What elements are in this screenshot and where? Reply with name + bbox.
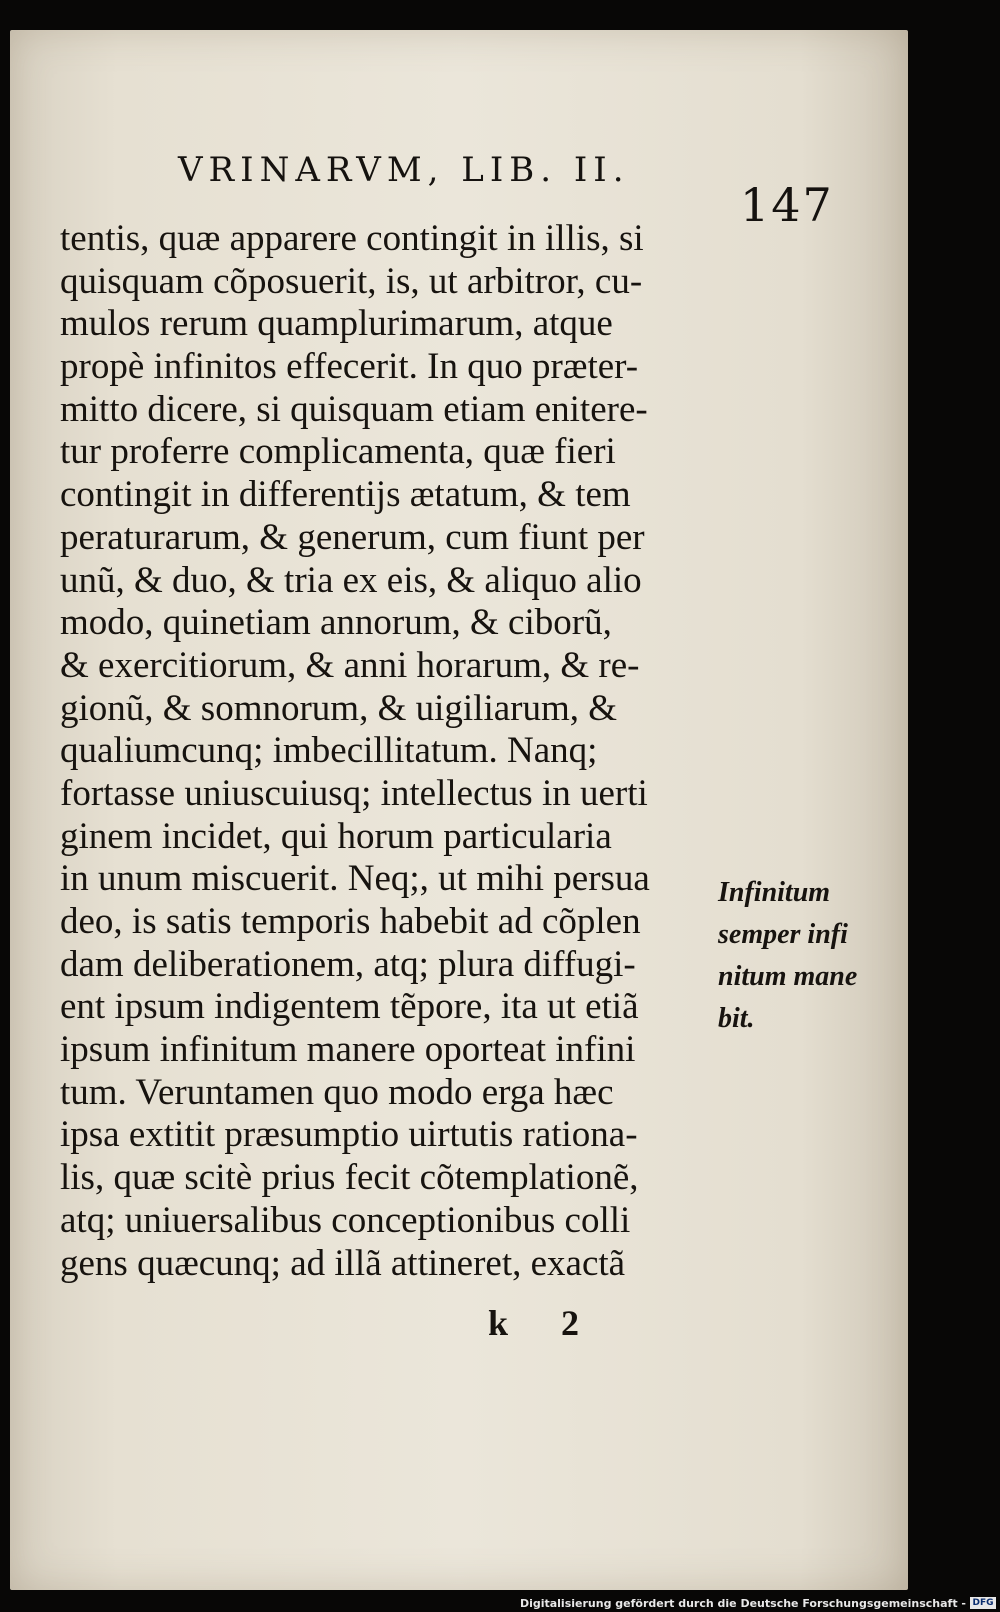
- text-line: tentis, quæ apparere contingit in illis, si: [60, 218, 644, 259]
- text-line: tum. Veruntamen quo modo erga hæc: [60, 1071, 614, 1113]
- text-line: ipsum infinitum manere oporteat infini: [60, 1029, 636, 1071]
- signature-mark: k 2: [488, 1303, 602, 1343]
- funding-credit: Digitalisierung gefördert durch die Deutsche Forschungsgemeinschaft -: [519, 1597, 966, 1610]
- text-line: propè infinitos effecerit. In quo præter-: [60, 346, 639, 388]
- book-page: [10, 30, 908, 1590]
- text-line: dam deliberationem, atq; plura diffugi-: [60, 943, 636, 985]
- text-line: ipsa extitit præsumptio uirtutis rationa-: [60, 1114, 638, 1156]
- text-line: modo, quinetiam annorum, & ciborũ,: [60, 602, 612, 644]
- marginal-note: [718, 872, 878, 1040]
- text-line: deo, is satis temporis habebit ad cõplen: [60, 901, 641, 942]
- text-line: mulos rerum quamplurimarum, atque: [60, 303, 613, 345]
- text-line: peraturarum, & generum, cum fiunt per: [60, 516, 645, 558]
- text-line: qualiumcunq; imbecillitatum. Nanq;: [60, 730, 598, 772]
- text-line: atq; uniuersalibus conceptionibus colli: [60, 1199, 631, 1241]
- marginal-note-line: Infinitum: [718, 877, 831, 908]
- text-line: ginem incidet, qui horum particularia: [60, 815, 612, 857]
- text-line: ent ipsum indigentem tẽpore, ita ut etiã: [60, 986, 639, 1028]
- text-line: gionũ, & somnorum, & uigiliarum, &: [60, 687, 618, 729]
- text-line: gens quæcunq; ad illã attineret, exactã: [60, 1242, 626, 1284]
- text-line: unũ, & duo, & tria ex eis, & aliquo alio: [60, 559, 642, 601]
- body-text: [60, 218, 720, 1285]
- text-line: mitto dicere, si quisquam etiam enitere-: [60, 388, 648, 430]
- text-line: lis, quæ scitè prius fecit cõtemplationẽ,: [60, 1157, 639, 1199]
- text-line: tur proferre complicamenta, quæ fieri: [60, 431, 616, 473]
- marginal-note-line: nitum mane: [718, 961, 858, 992]
- page-number: 147: [740, 178, 834, 232]
- running-head: VRINARVM, LIB. II.: [178, 150, 630, 190]
- dfg-logo: DFG: [970, 1597, 996, 1609]
- text-line: quisquam cõposuerit, is, ut arbitror, cu-: [60, 260, 643, 302]
- text-line: & exercitiorum, & anni horarum, & re-: [60, 644, 640, 686]
- marginal-note-line: bit.: [718, 1003, 755, 1034]
- text-line: in unum miscuerit. Neq;, ut mihi persua: [60, 858, 650, 900]
- marginal-note-line: semper infi: [718, 919, 848, 950]
- text-line: fortasse uniuscuiusq; intellectus in uerti: [60, 772, 648, 814]
- text-line: contingit in differentijs ætatum, & tem: [60, 474, 631, 516]
